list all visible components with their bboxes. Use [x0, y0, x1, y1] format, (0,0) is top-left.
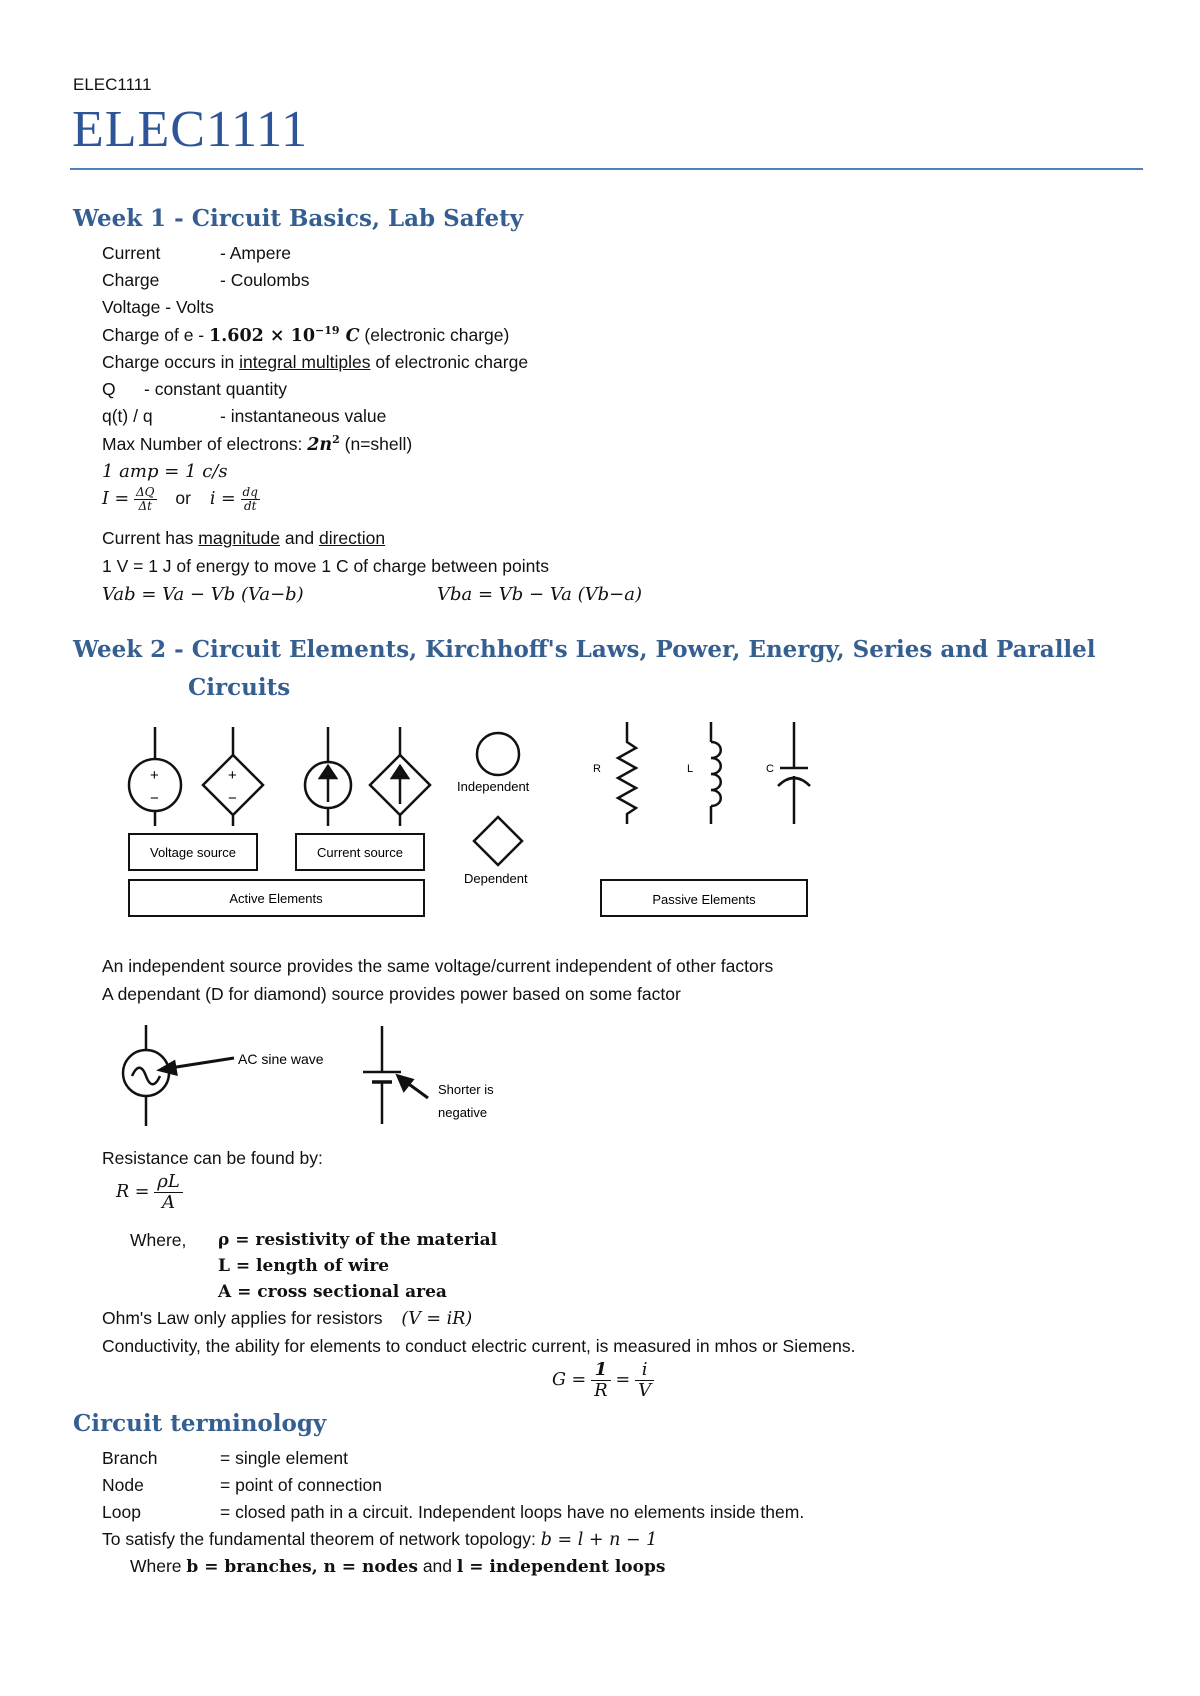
rho-definition: ρ = resistivity of the material [218, 1230, 498, 1250]
dvs-plus: + [228, 767, 237, 784]
charge-e-suffix: (electronic charge) [359, 324, 510, 345]
mag-prefix: Current has [102, 528, 199, 548]
current-arrow-icon [320, 766, 336, 778]
G-num-1: 1 [591, 1360, 611, 1381]
inductor-icon [711, 742, 721, 806]
branch-definition: = single element [220, 1448, 348, 1468]
integral-suffix: of electronic charge [370, 352, 529, 372]
topology-where-line [130, 1556, 665, 1577]
where-branches: b = branches, [186, 1557, 324, 1577]
resistor-icon [618, 722, 636, 824]
max-electrons-line [102, 433, 412, 455]
r-label: R [593, 763, 601, 775]
charge-e-value: 1.602 × 10 [209, 325, 315, 346]
topology-text: To satisfy the fundamental theorem of network topology: [102, 1529, 541, 1549]
Q-label: Q [102, 379, 116, 399]
vba-formula: Vba = Vb − Va (Vb−a) [437, 584, 643, 605]
independent-source-icon [477, 733, 519, 775]
area-definition: A = cross sectional area [218, 1282, 447, 1302]
week1-heading: Week 1 - Circuit Basics, Lab Safety [73, 205, 524, 232]
R-num: ρL [154, 1172, 183, 1193]
terminology-heading: Circuit terminology [73, 1410, 327, 1437]
G-lhs: G = [552, 1370, 587, 1391]
dependent-label: Dependent [464, 871, 528, 886]
where-and: and [417, 1556, 457, 1576]
R-fraction [154, 1172, 183, 1213]
q-desc: - instantaneous value [220, 406, 387, 426]
i-fraction [241, 486, 260, 513]
charge-e-exp: −19 [315, 324, 340, 337]
l-label: L [687, 763, 694, 775]
q-label: q(t) / q [102, 406, 153, 426]
dependent-source-icon [474, 817, 522, 865]
length-definition: L = length of wire [218, 1256, 390, 1276]
G-num-2: i [635, 1360, 654, 1381]
ac-arrow-shaft [170, 1058, 234, 1068]
page-title: ELEC1111 [72, 101, 309, 158]
node-label: Node [102, 1475, 144, 1495]
charge-e-unit: C [339, 325, 360, 346]
branch-label: Branch [102, 1448, 158, 1468]
G-equals: = [615, 1370, 631, 1391]
mag-underline-2: direction [318, 528, 386, 548]
topology-formula: b = l + n − 1 [540, 1530, 658, 1550]
dependent-source-text: A dependant (D for diamond) source provides power based on some factor [102, 984, 681, 1004]
ohm-formula: (V = iR) [401, 1309, 473, 1329]
charge-e-prefix: Charge of e - [102, 324, 209, 345]
where-prefix: Where [130, 1556, 187, 1576]
current-label: Current [102, 243, 161, 263]
charge-of-e-line [102, 324, 509, 346]
Q-desc: - constant quantity [144, 379, 287, 399]
where-label: Where, [130, 1230, 187, 1250]
max-e-formula: 2n [307, 434, 333, 455]
loop-label: Loop [102, 1502, 141, 1522]
week2-heading-line2: Circuits [188, 674, 291, 701]
loop-definition: = closed path in a circuit. Independent loops have no elements inside them. [220, 1502, 805, 1522]
I-den: Δt [138, 499, 153, 513]
mag-mid: and [280, 528, 319, 548]
R-den: A [162, 1192, 176, 1213]
max-e-suffix: (n=shell) [339, 433, 413, 454]
dependent-current-arrow-icon [392, 766, 408, 778]
integral-underline: integral multiples [239, 352, 371, 372]
G-den-1: R [594, 1380, 608, 1401]
G-den-2: V [638, 1380, 652, 1401]
i-num: dq [242, 485, 258, 499]
max-e-prefix: Max Number of electrons: [102, 433, 308, 454]
shorter-label-1: Shorter is [438, 1082, 494, 1097]
independent-label: Independent [457, 779, 530, 794]
current-source-label: Current source [317, 845, 403, 860]
conductance-formula [552, 1360, 654, 1401]
active-elements-label: Active Elements [229, 891, 323, 906]
ohm-text: Ohm's Law only applies for resistors [102, 1308, 383, 1328]
resistance-intro: Resistance can be found by: [102, 1148, 323, 1168]
ac-and-battery-diagram [110, 1020, 530, 1130]
integral-line [102, 352, 528, 373]
shorter-label-2: negative [438, 1105, 488, 1120]
current-unit: - Ampere [220, 243, 291, 263]
or-word: or [175, 488, 191, 509]
where-loops: l = independent loops [456, 1557, 666, 1577]
where-nodes: n = nodes [323, 1557, 418, 1577]
battery-arrow-head-icon [398, 1076, 412, 1090]
vs-plus: + [150, 767, 159, 784]
I-lhs: I = [102, 489, 130, 510]
i-lhs: i = [209, 489, 236, 510]
voltage-source-label: Voltage source [149, 845, 237, 860]
voltage-line: Voltage - Volts [102, 297, 214, 317]
max-e-exp: 2 [332, 433, 340, 446]
current-formulas [102, 486, 260, 513]
vab-formula: Vab = Va − Vb (Va−b) [102, 584, 304, 605]
title-divider [70, 168, 1143, 170]
ac-sine-label: AC sine wave [238, 1051, 324, 1067]
circuit-elements-diagram [110, 712, 830, 922]
I-fraction [134, 486, 157, 513]
I-num: ΔQ [136, 485, 155, 499]
vs-minus: − [150, 790, 159, 807]
G-fraction-1 [591, 1360, 611, 1401]
ac-arrow-head-icon [160, 1062, 176, 1074]
ohm-line [102, 1308, 472, 1329]
dvs-minus: − [228, 790, 237, 807]
topology-line [102, 1529, 657, 1550]
mag-underline-1: magnitude [198, 528, 281, 548]
charge-unit: - Coulombs [220, 270, 310, 290]
R-lhs: R = [116, 1182, 150, 1203]
week2-heading-line1: Week 2 - Circuit Elements, Kirchhoff's Laws, Power, Energy, Series and Parallel [73, 636, 1096, 663]
volt-definition: 1 V = 1 J of energy to move 1 C of charge between points [102, 556, 550, 576]
conductivity-text: Conductivity, the ability for elements to conduct electric current, is measured in mhos or Siemens. [102, 1336, 856, 1356]
amp-formula: 1 amp = 1 c/s [102, 461, 228, 482]
c-label: C [766, 763, 774, 775]
passive-elements-label: Passive Elements [652, 892, 756, 907]
G-fraction-2 [635, 1360, 654, 1401]
sine-wave-icon [132, 1068, 160, 1085]
independent-source-text: An independent source provides the same voltage/current independent of other factors [102, 956, 774, 976]
node-definition: = point of connection [220, 1475, 382, 1495]
integral-prefix: Charge occurs in [102, 352, 240, 372]
charge-label: Charge [102, 270, 160, 290]
i-den: dt [243, 499, 257, 513]
running-header: ELEC1111 [73, 75, 152, 94]
resistance-formula [116, 1172, 183, 1213]
magnitude-line [102, 528, 385, 549]
